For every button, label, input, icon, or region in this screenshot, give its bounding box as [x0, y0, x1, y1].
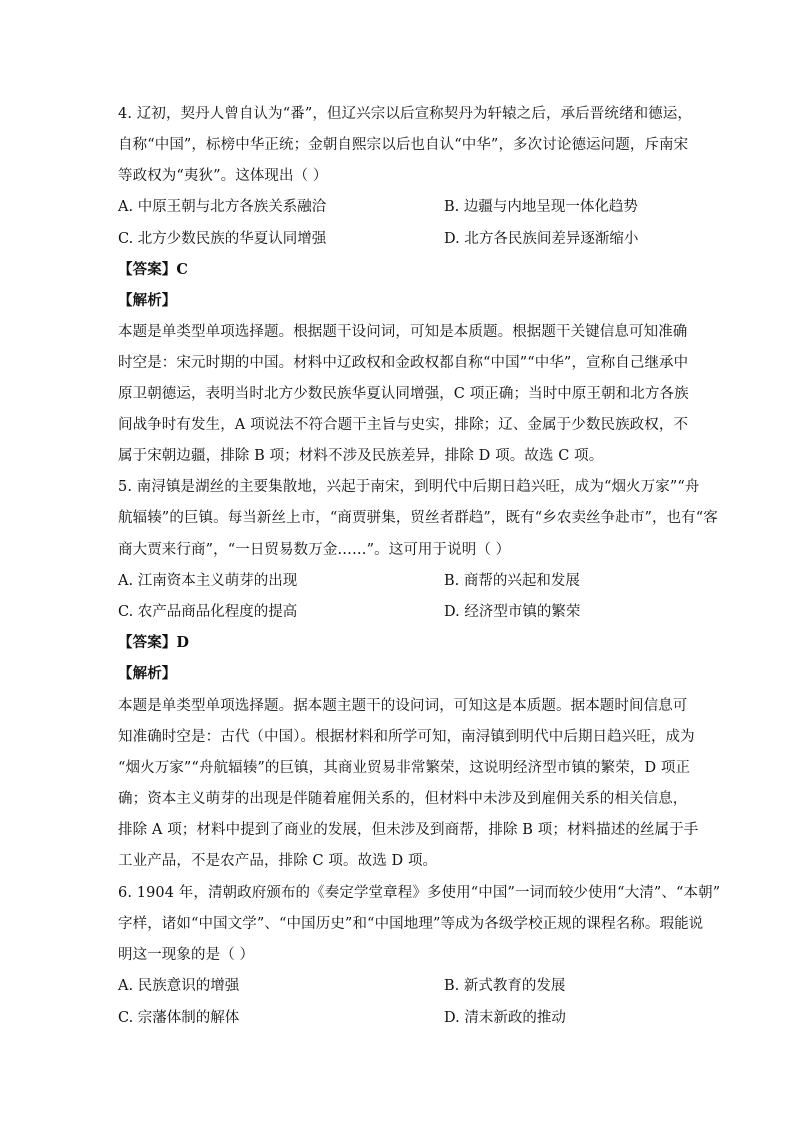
question-5-option-d: D. 经济型市镇的繁荣	[444, 604, 581, 620]
question-5-stem-line-2: 航辐辏”的巨镇。每当新丝上市，“商贾骈集，贸丝者群趋”，既有“乡农卖丝争赴市”，也有“客	[118, 510, 718, 526]
question-4-analysis-line-4: 间战争时有发生，A 项说法不符合题干主旨与史实，排除；辽、金属于少数民族政权，不	[118, 417, 689, 433]
question-6-option-b: B. 新式教育的发展	[444, 978, 566, 994]
question-4-analysis-line-5: 属于宋朝边疆，排除 B 项；材料不涉及民族差异，排除 D 项。故选 C 项。	[118, 448, 604, 464]
question-4-analysis-title: 【解析】	[118, 292, 177, 309]
question-5-answer: 【答案】D	[118, 634, 190, 651]
question-5-analysis-line-3: “烟火万家”“舟航辐辏”的巨镇，其商业贸易非常繁荣，这说明经济型市镇的繁荣，D 项正	[118, 760, 691, 776]
question-4-analysis-line-1: 本题是单类型单项选择题。根据题干设问词，可知是本质题。根据题干关键信息可知准确	[118, 324, 688, 340]
question-6-stem-line-3: 明这一现象的是（ ）	[118, 947, 255, 963]
question-4-option-b: B. 边疆与内地呈现一体化趋势	[444, 199, 638, 215]
question-5-analysis-line-2: 知准确时空是：古代（中国）。根据材料和所学可知，南浔镇到明代中后期日趋兴旺，成为	[118, 729, 695, 745]
question-5-option-a: A. 江南资本主义萌芽的出现	[118, 573, 298, 589]
question-6-option-c: C. 宗藩体制的解体	[118, 1010, 240, 1026]
question-6-stem-line-1: 6. 1904 年，清朝政府颁布的《奏定学堂章程》多使用“中国”一词而较少使用“大清”、“本朝”	[118, 885, 721, 901]
question-5-analysis-line-6: 工业产品，不是农产品，排除 C 项。故选 D 项。	[118, 853, 438, 869]
question-6-option-a: A. 民族意识的增强	[118, 978, 240, 994]
question-6-stem-line-2: 字样，诸如“中国文学”、“中国历史”和“中国地理”等成为各级学校正规的课程名称。瑕能说	[118, 916, 704, 932]
question-4-stem-line-1: 4. 辽初，契丹人曾自认为“番”，但辽兴宗以后宣称契丹为轩辕之后，承后晋统绪和德运，	[118, 106, 692, 122]
question-4-stem-line-3: 等政权为“夷狄”。这体现出（ ）	[118, 168, 328, 184]
question-4-option-c: C. 北方少数民族的华夏认同增强	[118, 231, 327, 247]
question-5-analysis-line-4: 确；资本主义萌芽的出现是伴随着雇佣关系的，但材料中未涉及到雇佣关系的相关信息，	[118, 791, 688, 807]
question-5-option-c: C. 农产品商品化程度的提高	[118, 604, 298, 620]
question-5-stem-line-3: 商大贾来行商”，“一日贸易数万金……”。这可用于说明（ ）	[118, 542, 511, 558]
question-6-option-d: D. 清末新政的推动	[444, 1010, 566, 1026]
question-4-option-a: A. 中原王朝与北方各族关系融洽	[118, 199, 327, 215]
question-4-analysis-line-3: 原卫朝德运，表明当时北方少数民族华夏认同增强，C 项正确；当时中原王朝和北方各族	[118, 386, 689, 402]
question-4-option-d: D. 北方各民族间差异逐渐缩小	[444, 231, 639, 247]
question-5-analysis-line-1: 本题是单类型单项选择题。据本题主题干的设问词，可知这是本质题。据本题时间信息可	[118, 698, 688, 714]
question-5-option-b: B. 商帮的兴起和发展	[444, 573, 580, 589]
question-5-stem-line-1: 5. 南浔镇是湖丝的主要集散地，兴起于南宋，到明代中后期日趋兴旺，成为“烟火万家”“舟	[118, 479, 700, 495]
question-5-analysis-title: 【解析】	[118, 665, 177, 682]
question-5-analysis-line-5: 排除 A 项；材料中提到了商业的发展，但未涉及到商帮，排除 B 项；材料描述的丝属于手	[118, 822, 699, 838]
question-4-analysis-line-2: 时空是：宋元时期的中国。材料中辽政权和金政权都自称“中国”“中华”，宣称自己继承中	[118, 355, 689, 371]
question-4-answer: 【答案】C	[118, 261, 189, 278]
question-4-stem-line-2: 自称“中国”，标榜中华正统；金朝自熙宗以后也自认“中华”，多次讨论德运问题，斥南宋	[118, 137, 689, 153]
